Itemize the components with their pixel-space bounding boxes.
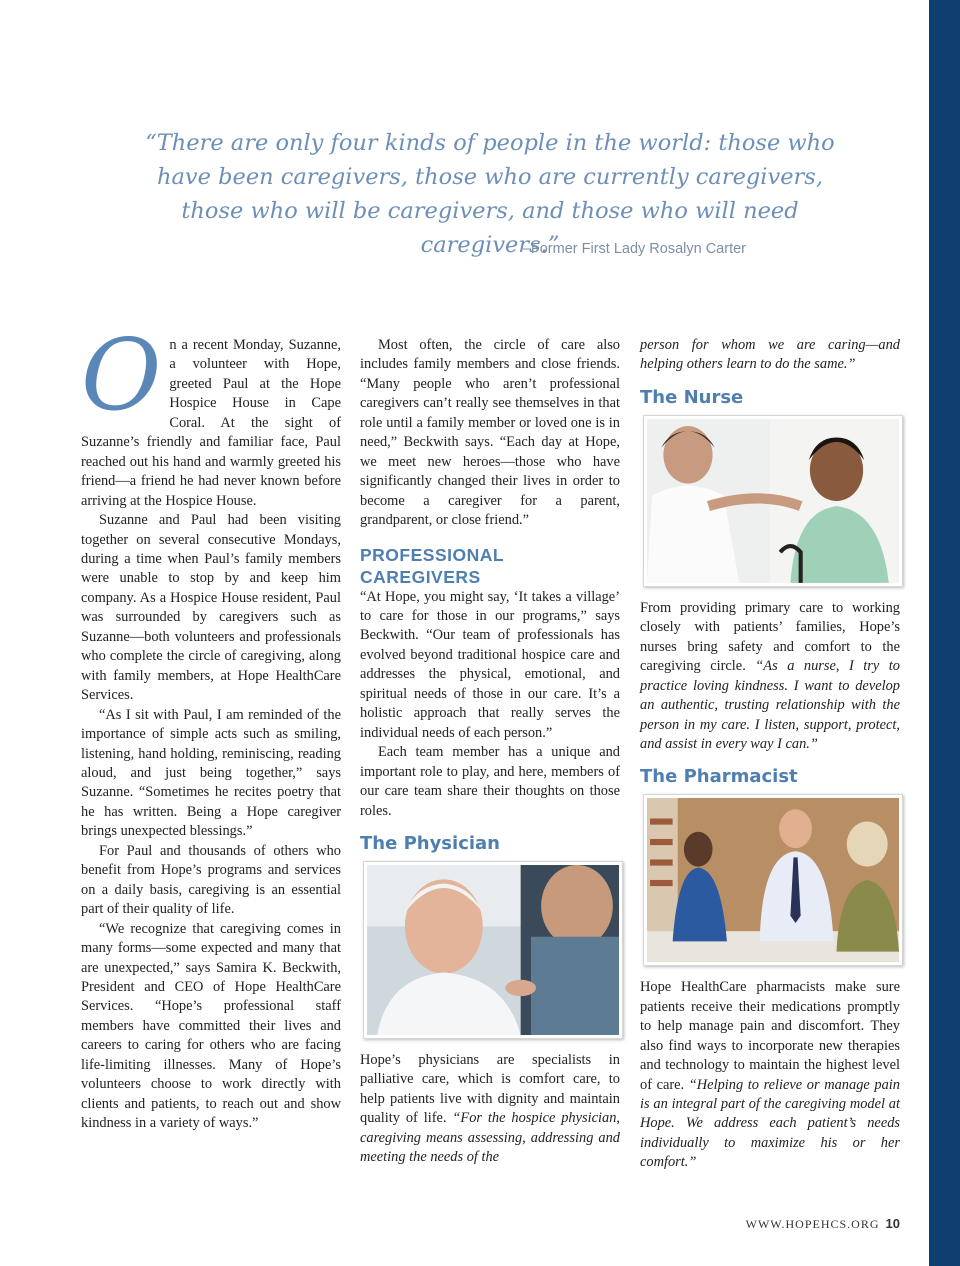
physician-photo: [363, 861, 623, 1039]
nurse-image: [647, 419, 899, 583]
page-number: 10: [885, 1216, 900, 1231]
physician-image: [367, 865, 619, 1035]
article-paragraph: Most often, the circle of care also includes family members and close friends. “Many people who aren’t professional caregivers can’t really see themselves in that role until a family member or loved one is in need,” Beckwith says. “Each day at Hope, we meet new heroes—those who have significantly changed their lives in order to become a caregiver for a parent, grandparent, or close friend.”: [360, 337, 620, 529]
pull-quote: “There are only four kinds of people in the world: those who have been caregivers, those who are currently caregivers, those who will be caregivers, and those who will need caregivers.”: [145, 130, 835, 258]
subheading-physician: The Physician: [360, 832, 500, 854]
article-paragraph: Hope HealthCare pharmacists make sure patients receive their medications promptly to help manage pain and discomfort. They also find ways to incorporate new therapies and technology to maintain the highest level of care. “Helping to relieve or manage pain is an integral part of the caregiving model at Hope. We address each patient’s needs individually to maximize his or her comfort.”: [640, 979, 900, 1171]
article-paragraph: Hope’s physicians are specialists in palliative care, which is comfort care, to help patients live with dignity and maintain quality of life. “For the hospice physician, caregiving means assessing, addressing and meeting the needs of the: [360, 1052, 620, 1166]
footer-url: WWW.HOPEHCS.ORG: [745, 1217, 880, 1231]
article-paragraph: Each team member has a unique and important role to play, and here, members of our care team share their thoughts on those roles.: [360, 744, 620, 819]
article-paragraph: “At Hope, you might say, ‘It takes a village’ to care for those in our programs,” says Beckwith. “Our team of professionals has evolved beyond traditional hospice care and addresses the physical, emotional, and spiritual needs of those in our care. It’s a holistic approach that really serves the individual needs of each person.”: [360, 588, 620, 741]
article-column-1: [81, 319, 341, 1134]
article-column-2: [360, 336, 620, 1168]
subheading-nurse: The Nurse: [640, 386, 744, 408]
page-edge-color-bar: [929, 0, 960, 1266]
pharmacist-photo: [643, 794, 903, 966]
quote-attribution: –Former First Lady Rosalyn Carter: [522, 241, 746, 257]
article-paragraph: For Paul and thousands of others who benefit from Hope’s programs and services on a daily basis, caregiving is an essential part of their quality of life.: [81, 842, 341, 918]
drop-cap: O: [81, 319, 162, 433]
article-paragraph: “We recognize that caregiving comes in many forms—some expected and many that are unexpected,” says Samira K. Beckwith, President and CEO of Hope HealthCare Services. “Hope’s professional staff members have committed their lives and careers to caring for others who are facing life-limiting illnesses. Many of Hope’s volunteers choose to work directly with clients and patients, to reach out and show kindness in a variety of ways.”: [81, 920, 341, 1132]
page-footer: [746, 1216, 900, 1232]
article-column-3: [640, 336, 900, 1173]
article-paragraph: Suzanne and Paul had been visiting together on several consecutive Mondays, during a time when Paul’s family members were unable to stop by and keep him company. As a Hospice House resident, Paul was surrounded by caregivers such as Suzanne—both volunteers and professionals who complete the circle of caregiving, along with family members, at Hope HealthCare Services.: [81, 512, 341, 704]
article-paragraph: From providing primary care to working closely with patients’ families, Hope’s nurses bring safety and comfort to the caregiving circle. “As a nurse, I try to practice loving kindness. I want to develop an authentic, trusting relationship with the person in my care. I listen, support, protect, and assist in every way I can.”: [640, 599, 900, 752]
nurse-photo: [643, 415, 903, 587]
article-paragraph: “As I sit with Paul, I am reminded of the importance of simple acts such as smiling, listening, hand holding, reminiscing, reading aloud, and just being together,” says Suzanne. “Sometimes he recites poetry that he has written. Being a Hope caregiver brings unexpected blessings.”: [81, 706, 341, 840]
subheading-pharmacist: The Pharmacist: [640, 766, 798, 788]
section-heading-professional-caregivers: PROFESSIONAL CAREGIVERS: [360, 544, 505, 587]
article-paragraph: person for whom we are caring—and helping others learn to do the same.”: [640, 337, 900, 373]
article-paragraph: On a recent Monday, Suzanne, a volunteer with Hope, greeted Paul at the Hope Hospice House in Cape Coral. At the sight of Suzanne’s friendly and familiar face, Paul reached out his hand and warmly greeted his friend—a friend he had never known before arriving at the Hospice House.: [81, 319, 341, 509]
pharmacist-image: [647, 798, 899, 962]
